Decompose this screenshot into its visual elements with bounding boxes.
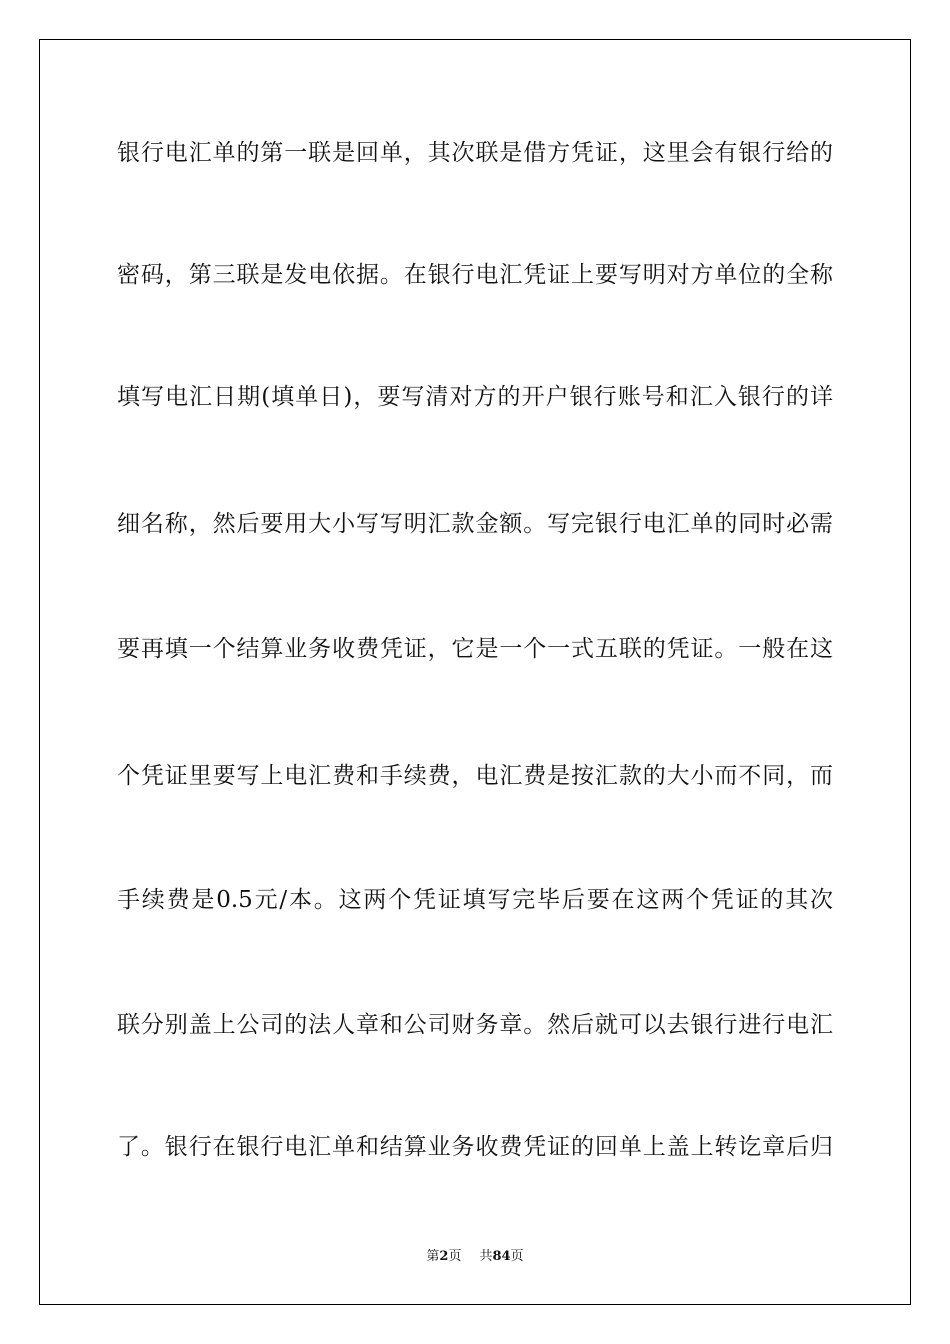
paragraph-line-3: 填写电汇日期(填单日)，要写清对方的开户银行账号和汇入银行的详 (117, 384, 833, 410)
paragraph-line-5: 要再填一个结算业务收费凭证，它是一个一式五联的凭证。一般在这 (117, 636, 833, 662)
page-prefix: 第 (426, 1249, 440, 1264)
total-suffix: 页 (510, 1249, 524, 1264)
paragraph-line-8: 联分别盖上公司的法人章和公司财务章。然后就可以去银行进行电汇 (117, 1012, 833, 1038)
page-number: 2 (439, 1249, 449, 1264)
paragraph-line-7: 手续费是0.5元/本。这两个凭证填写完毕后要在这两个凭证的其次 (117, 887, 833, 913)
total-pages: 84 (492, 1249, 511, 1264)
paragraph-line-6: 个凭证里要写上电汇费和手续费，电汇费是按汇款的大小而不同，而 (117, 763, 833, 789)
page-footer (0, 1248, 950, 1266)
page-border (39, 39, 911, 1305)
paragraph-line-2: 密码，第三联是发电依据。在银行电汇凭证上要写明对方单位的全称 (117, 262, 833, 288)
page-suffix: 页 (448, 1249, 462, 1264)
paragraph-line-4: 细名称，然后要用大小写写明汇款金额。写完银行电汇单的同时必需 (117, 511, 833, 537)
total-prefix: 共 (479, 1249, 493, 1264)
paragraph-line-1: 银行电汇单的第一联是回单，其次联是借方凭证，这里会有银行给的 (117, 140, 833, 166)
paragraph-line-9: 了。银行在银行电汇单和结算业务收费凭证的回单上盖上转讫章后归 (117, 1134, 833, 1160)
